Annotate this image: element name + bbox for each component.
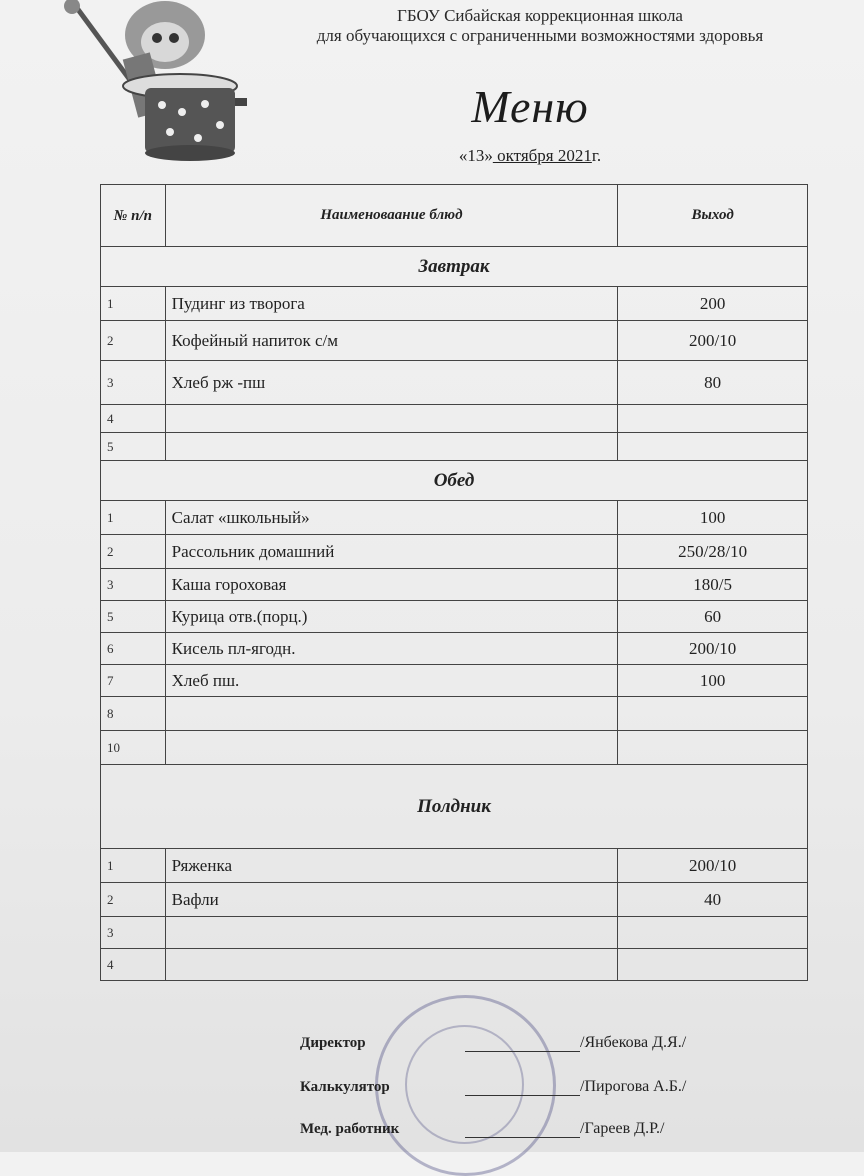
date-month-year: октября 2021: [492, 146, 592, 165]
cell-dish-name: Кисель пл-ягодн.: [165, 633, 618, 665]
table-row: [101, 535, 808, 569]
header-output: Выход: [618, 185, 808, 247]
signature-role: Директор: [300, 1035, 366, 1051]
signature-name: /Янбекова Д.Я./: [580, 1034, 687, 1051]
cell-dish-name: [165, 949, 618, 981]
cell-dish-name: [165, 917, 618, 949]
cell-number: 2: [101, 321, 166, 361]
cell-output: 200/10: [618, 633, 808, 665]
cell-dish-name: Каша гороховая: [165, 569, 618, 601]
cell-output: 80: [618, 361, 808, 405]
table-row: [101, 569, 808, 601]
signature-role: Калькулятор: [300, 1079, 390, 1095]
cell-output: 100: [618, 501, 808, 535]
table-row: [101, 433, 808, 461]
table-row: [101, 361, 808, 405]
signature-line: [465, 1081, 580, 1096]
cell-dish-name: [165, 697, 618, 731]
menu-table-body: [101, 247, 808, 981]
cell-output: 60: [618, 601, 808, 633]
header-number: № п/п: [101, 185, 166, 247]
cell-number: 4: [101, 949, 166, 981]
table-header-row: [101, 185, 808, 247]
date-day: «13»: [458, 146, 493, 165]
cell-output: 100: [618, 665, 808, 697]
cell-dish-name: Пудинг из творога: [165, 287, 618, 321]
date-suffix: г.: [591, 146, 602, 165]
cell-dish-name: Вафли: [165, 883, 618, 917]
section-row: [101, 765, 808, 849]
table-row: [101, 697, 808, 731]
table-row: [101, 917, 808, 949]
cell-output: [618, 433, 808, 461]
cell-output: [618, 697, 808, 731]
cell-dish-name: Курица отв.(порц.): [165, 601, 618, 633]
page-title: Меню: [471, 81, 589, 132]
menu-table: [100, 184, 808, 981]
cell-dish-name: Хлеб пш.: [165, 665, 618, 697]
cartoon-cook-illustration: [60, 0, 250, 165]
table-row: [101, 633, 808, 665]
signature-role: Мед. работник: [300, 1121, 400, 1137]
signature-director: [300, 1034, 686, 1052]
cell-dish-name: Кофейный напиток с/м: [165, 321, 618, 361]
cell-number: 1: [101, 287, 166, 321]
cell-number: 10: [101, 731, 166, 765]
signature-name: /Гареев Д.Р./: [580, 1120, 665, 1137]
menu-date: [420, 146, 640, 166]
table-row: [101, 405, 808, 433]
cell-number: 1: [101, 849, 166, 883]
cell-number: 3: [101, 361, 166, 405]
signature-medic: [300, 1120, 664, 1138]
cell-output: 200: [618, 287, 808, 321]
cell-number: 6: [101, 633, 166, 665]
school-name-line2: для обучающихся с ограниченными возможностями здоровья: [316, 26, 764, 45]
section-row: [101, 247, 808, 287]
cell-dish-name: [165, 731, 618, 765]
cell-output: 200/10: [618, 321, 808, 361]
table-row: [101, 949, 808, 981]
cell-dish-name: Хлеб рж -пш: [165, 361, 618, 405]
cell-number: 7: [101, 665, 166, 697]
signature-line: [465, 1037, 580, 1052]
header-dish-name: Наименоваание блюд: [165, 185, 618, 247]
cell-number: 2: [101, 883, 166, 917]
cell-number: 5: [101, 601, 166, 633]
cell-output: [618, 949, 808, 981]
cell-output: [618, 917, 808, 949]
table-row: [101, 287, 808, 321]
table-row: [101, 883, 808, 917]
cell-output: 40: [618, 883, 808, 917]
table-row: [101, 731, 808, 765]
cell-number: 2: [101, 535, 166, 569]
cell-output: [618, 731, 808, 765]
table-row: [101, 501, 808, 535]
cell-output: [618, 405, 808, 433]
cell-number: 5: [101, 433, 166, 461]
cell-number: 3: [101, 569, 166, 601]
cell-number: 8: [101, 697, 166, 731]
section-row: [101, 461, 808, 501]
cell-dish-name: [165, 433, 618, 461]
table-row: [101, 849, 808, 883]
cell-number: 1: [101, 501, 166, 535]
cell-number: 3: [101, 917, 166, 949]
cell-output: 180/5: [618, 569, 808, 601]
signature-calculator: [300, 1078, 686, 1096]
table-row: [101, 601, 808, 633]
cell-output: 250/28/10: [618, 535, 808, 569]
signature-name: /Пирогова А.Б./: [580, 1078, 687, 1095]
cell-dish-name: Рассольник домашний: [165, 535, 618, 569]
cell-number: 4: [101, 405, 166, 433]
cell-dish-name: [165, 405, 618, 433]
table-row: [101, 321, 808, 361]
section-title: Обед: [101, 461, 808, 501]
cell-dish-name: Салат «школьный»: [165, 501, 618, 535]
school-header: [230, 6, 850, 46]
section-title: Завтрак: [101, 247, 808, 287]
table-row: [101, 665, 808, 697]
signature-line: [465, 1123, 580, 1138]
school-name-line1: ГБОУ Сибайская коррекционная школа: [397, 6, 683, 25]
cell-dish-name: Ряженка: [165, 849, 618, 883]
section-title: Полдник: [101, 765, 808, 849]
cell-output: 200/10: [618, 849, 808, 883]
